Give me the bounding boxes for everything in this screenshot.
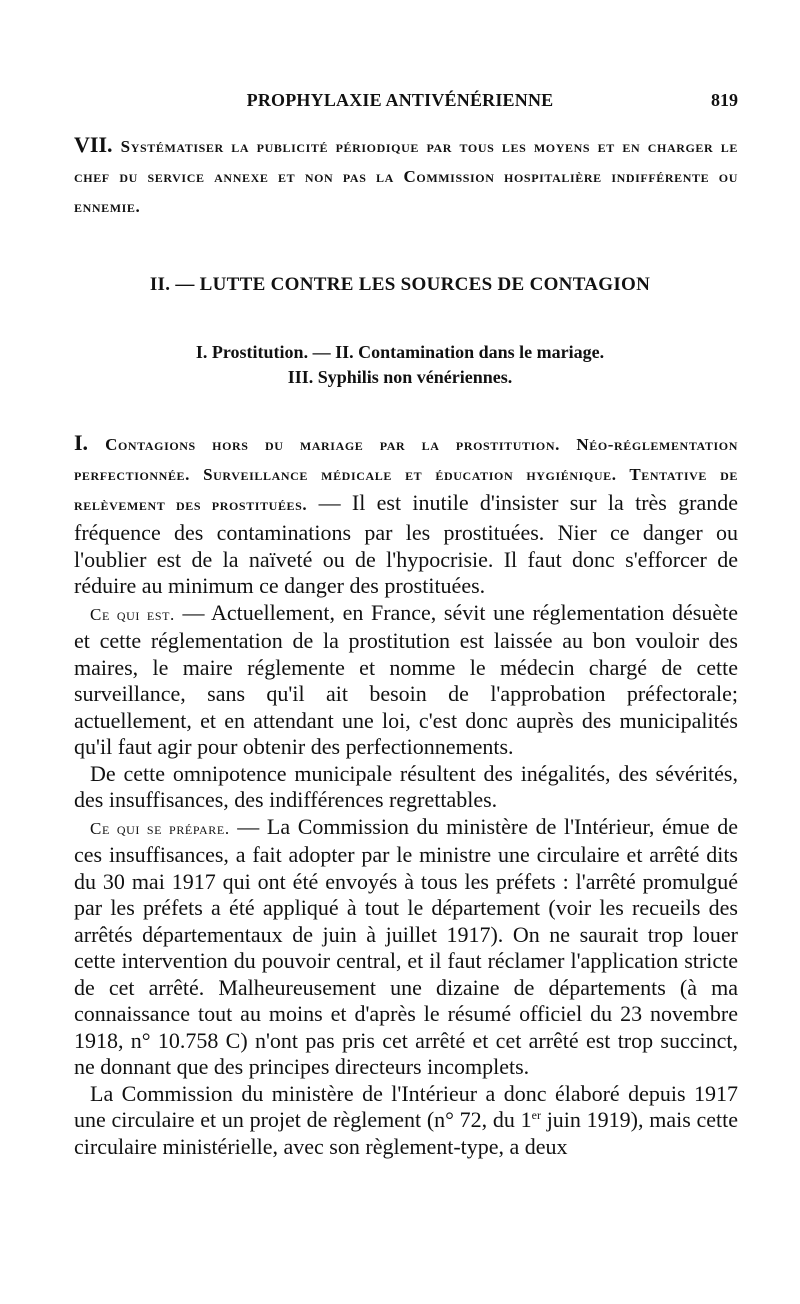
paragraph-4-lead: Ce qui se prépare. [90, 818, 230, 838]
recommendation-numeral: VII. [74, 132, 113, 157]
subtitle-line-1: I. Prostitution. — II. Contamination dans le mariage. [195, 342, 605, 362]
section-subtitles [0, 340, 800, 390]
paragraph-4 [74, 814, 738, 1081]
paragraph-4-body: — La Commission du ministère de l'Intérieur, émue de ces insuffisances, a fait adopter par le ministre une circulaire et arrêté dits du 30 mai 1917 qui ont été envoyés à tous les préfets : l'arrêté promulgué par les préfets a été appliqué à tout le département (voir les recueils des arrêtés départementaux de juin à juillet 1917). On ne saurait trop louer cette intervention du pouvoir central, et il faut réclamer l'application stricte de cet arrêté. Malheureusement une dizaine de départements (à ma connaissance tout au moins et d'après le résumé officiel du 23 novembre 1918, n° 10.758 C) n'ont pas pris cet arrêté et cet arrêté est trop succinct, ne donnant que des principes directeurs incomplets. [74, 813, 739, 1079]
paragraph-2-lead: Ce qui est. [90, 604, 175, 624]
running-title: PROPHYLAXIE ANTIVÉNÉRIENNE [246, 90, 554, 110]
paragraph-5 [74, 1081, 738, 1161]
paragraph-5-superscript: er [531, 1108, 541, 1122]
recommendation-vii [74, 132, 738, 222]
paragraph-1-body: — Il est inutile d'insister sur la très grande fréquence des contaminations par les prostituées. Nier ce danger ou l'oublier est de la naïveté ou de l'hypocrisie. Il faut donc s'efforcer de réduire au minimum ce danger des prostituées. [74, 490, 739, 598]
part-numeral: I. [74, 430, 89, 455]
running-header [0, 90, 800, 114]
part-heading: Contagions hors du mariage par la prostitution. Néo-réglementation perfectionnée. Surveillance médicale et éducation hygiénique. Tentative de relèvement des prostituées. [74, 435, 738, 514]
paragraph-5-text-b: juin 1919), mais cette circulaire ministérielle, avec son règlement-type, a deux [74, 1107, 738, 1159]
subtitle-line-2: III. Syphilis non vénériennes. [287, 367, 513, 387]
body-text [74, 430, 738, 1160]
recommendation-text: Systématiser la publicité périodique par tous les moyens et en charger le chef du service annexe et non pas la Commission hospitalière indifférente ou ennemie. [74, 137, 738, 216]
paragraph-1 [74, 430, 738, 600]
section-heading: II. — LUTTE CONTRE LES SOURCES DE CONTAGION [149, 274, 651, 295]
paragraph-3: De cette omnipotence municipale résultent des inégalités, des sévérités, des insuffisances, des indifférences regrettables. [74, 760, 738, 812]
paragraph-2 [74, 600, 738, 761]
paragraph-2-body: — Actuellement, en France, sévit une réglementation désuète et cette réglementation de la prostitution est laissée au bon vouloir des maires, le maire réglemente et nomme le médecin chargé de cette surveillance, sans qu'il ait besoin de l'approbation préfectorale; actuellement, et en attendant une loi, c'est donc auprès des municipalités qu'il faut agir pour obtenir des perfectionnements. [74, 599, 738, 759]
page-number: 819 [711, 90, 738, 110]
paragraph-5-text-a: La Commission du ministère de l'Intérieur a donc élaboré depuis 1917 une circulaire et un projet de règlement (n° 72, du 1 [74, 1080, 738, 1132]
